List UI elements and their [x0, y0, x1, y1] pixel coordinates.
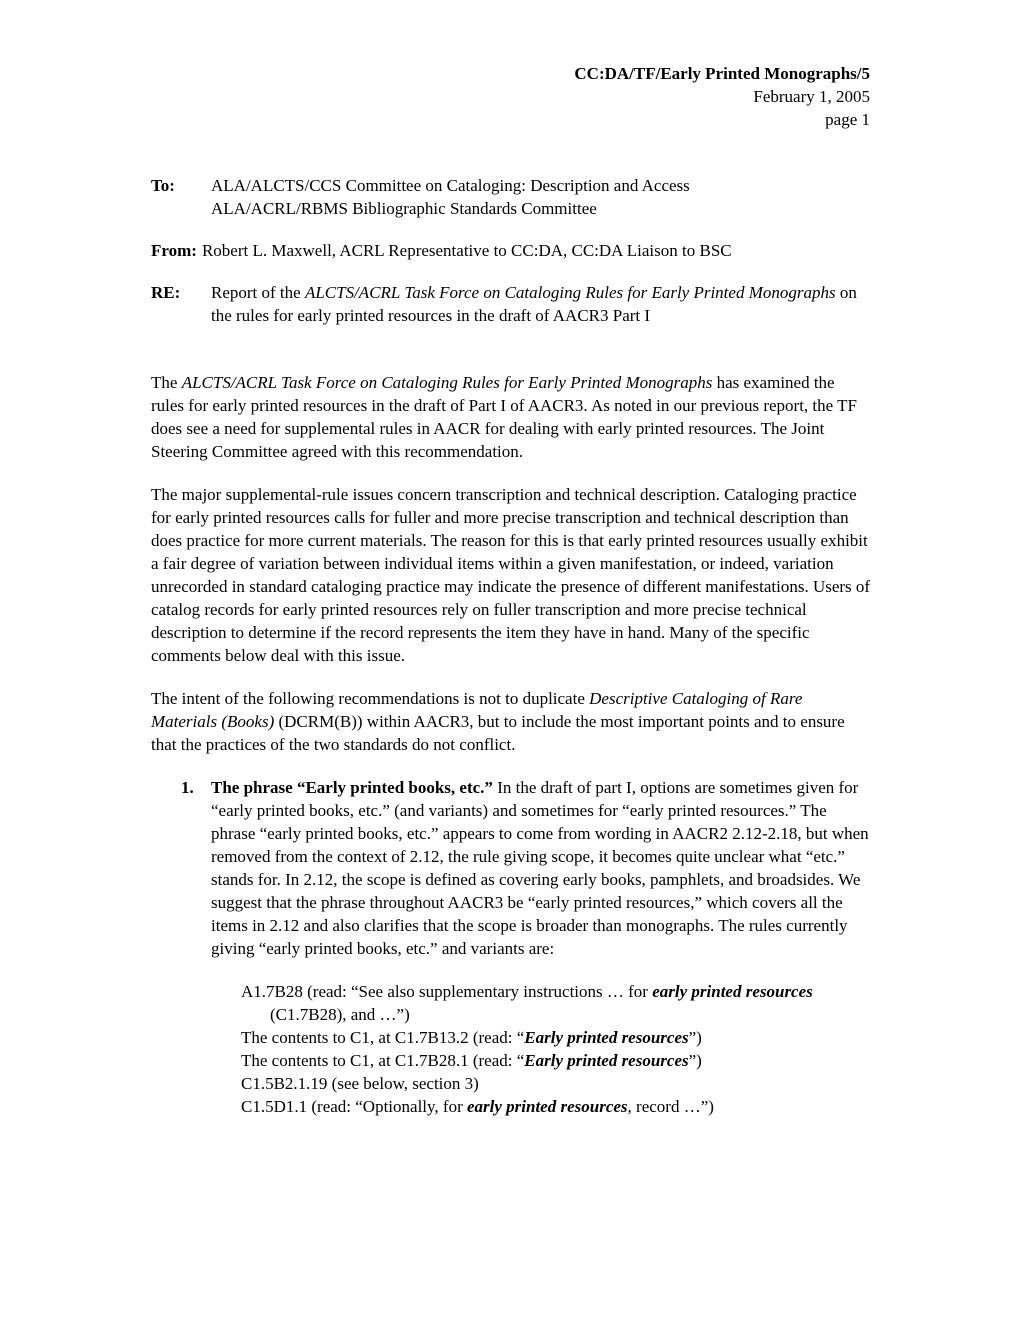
memo-re-pre: Report of the — [211, 283, 305, 302]
report-body — [151, 371, 871, 1118]
memo-from-label: From: — [151, 241, 197, 260]
list-item-body — [211, 776, 871, 960]
memo-re-label: RE: — [151, 283, 181, 302]
rule-line — [241, 1049, 871, 1072]
paragraph-intent-post: (DCRM(B)) within AACR3, but to include the most important points and to ensure that the practices of the two standards do not conflict. — [151, 712, 845, 754]
rule-list — [241, 980, 871, 1118]
rule-line — [241, 1026, 871, 1049]
rule-line — [241, 1072, 871, 1095]
rule-post: ”) — [688, 1051, 702, 1070]
paragraph-intro — [151, 371, 871, 463]
memo-from — [151, 239, 871, 262]
rule-post: ”) — [688, 1028, 702, 1047]
memo-to-value — [211, 174, 871, 220]
list-item — [151, 776, 871, 960]
rule-emphasis: Early printed resources — [524, 1028, 689, 1047]
paragraph-intent — [151, 687, 871, 756]
paragraph-intent-pre: The intent of the following recommendations is not to duplicate — [151, 689, 590, 708]
document-date: February 1, 2005 — [753, 87, 870, 106]
memo-re-title: ALCTS/ACRL Task Force on Cataloging Rules for Early Printed Monographs — [304, 283, 836, 302]
page-number: page 1 — [825, 110, 870, 129]
rule-pre: C1.5D1.1 (read: “Optionally, for — [241, 1097, 467, 1116]
rule-pre: The contents to C1, at C1.7B28.1 (read: “ — [241, 1051, 525, 1070]
memo-to-recipient-2: ALA/ACRL/RBMS Bibliographic Standards Committee — [211, 199, 597, 218]
rule-emphasis: Early printed resources — [524, 1051, 689, 1070]
paragraph-intro-title: ALCTS/ACRL Task Force on Cataloging Rules for Early Printed Monographs — [181, 373, 713, 392]
memo-to — [151, 174, 871, 220]
memo-re-post: on the rules for early printed resources in the draft of AACR3 Part I — [211, 283, 857, 325]
memo-from-value: Robert L. Maxwell, ACRL Representative to CC:DA, CC:DA Liaison to BSC — [201, 241, 732, 260]
rule-line — [241, 1095, 871, 1118]
recommendation-list — [151, 776, 871, 960]
memo-to-label: To: — [151, 176, 175, 195]
list-item-heading: The phrase “Early printed books, etc.” — [211, 778, 493, 797]
document-id: CC:DA/TF/Early Printed Monographs/5 — [574, 64, 870, 83]
rule-post: (C1.7B28), and …”) — [270, 1005, 410, 1024]
rule-emphasis: early printed resources — [652, 982, 813, 1001]
rule-emphasis: early printed resources — [466, 1097, 628, 1116]
paragraph-intro-pre: The — [151, 373, 182, 392]
memo-block — [151, 174, 871, 346]
rule-line — [241, 980, 871, 1026]
list-item-text: In the draft of part I, options are sometimes given for “early printed books, etc.” (and variants) and sometimes for “early printed resources.” The phrase “early printed books, etc.” appears to come from wording in AACR2 2.12-2.18, but when removed from the context of 2.12, the rule giving scope, it becomes quite unclear what “etc.” stands for. In 2.12, the scope is defined as covering early books, pamphlets, and broadsides. We suggest that the phrase throughout AACR3 be “early printed resources,” which covers all the items in 2.12 and also clarifies that the scope is broader than monographs. The rules currently giving “early printed books, etc.” and variants are: — [211, 778, 869, 958]
rule-pre: The contents to C1, at C1.7B13.2 (read: “ — [241, 1028, 525, 1047]
paragraph-intent-title: Descriptive Cataloging of Rare Materials (Books) — [151, 689, 803, 731]
list-item-number: 1. — [181, 778, 194, 797]
memo-re — [151, 281, 871, 327]
memo-re-value — [211, 281, 871, 327]
rule-pre: A1.7B28 (read: “See also supplementary instructions … for — [241, 982, 653, 1001]
rule-post: , record …”) — [627, 1097, 714, 1116]
page-header — [574, 62, 870, 131]
memo-to-recipient-1: ALA/ALCTS/CCS Committee on Cataloging: Description and Access — [211, 176, 690, 195]
paragraph-intro-post: has examined the rules for early printed resources in the draft of Part I of AACR3. As noted in our previous report, the TF does see a need for supplemental rules in AACR for dealing with early printed resources. The Joint Steering Committee agreed with this recommendation. — [151, 373, 857, 461]
paragraph-issues: The major supplemental-rule issues concern transcription and technical description. Cataloging practice for early printed resources calls for fuller and more precise transcription and technical description than does practice for more current materials. The reason for this is that early printed resources usually exhibit a fair degree of variation between individual items within a given manifestation, or indeed, variation unrecorded in standard cataloging practice may indicate the presence of different manifestations. Users of catalog records for early printed resources rely on fuller transcription and more precise technical description to determine if the record represents the item they have in hand. Many of the specific comments below deal with this issue. — [151, 485, 871, 665]
rule-pre: C1.5B2.1.19 (see below, section 3) — [241, 1074, 479, 1093]
